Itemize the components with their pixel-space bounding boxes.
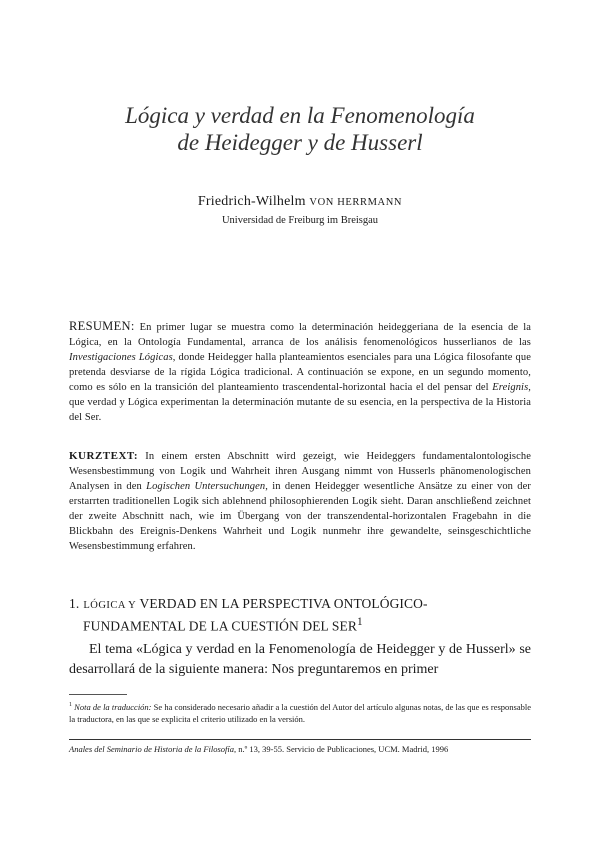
- section-heading-line-2: [69, 614, 539, 635]
- resumen-label: RESUMEN:: [69, 319, 135, 333]
- title-line-1: Lógica y verdad en la Fenomenología: [125, 103, 475, 128]
- footnote-marker: 1: [69, 702, 72, 708]
- resumen-text-3: , que verdad y Lógica experimentan la determinación mutante de su esencia, en la perspectiva de la Historia del Ser.: [69, 382, 531, 423]
- section-heading-line-2-text: FUNDAMENTAL DE LA CUESTIÓN DEL SER: [83, 618, 357, 634]
- body-paragraph: [69, 640, 531, 680]
- kurztext-text-1: In einem ersten Abschnitt wird gezeigt, wie Heideggers fundamentalontologische Wesensbestimmung von Logik und Wahrheit ihren Ausgang nimmt von Husserls phänomenologischen Analysen in den: [69, 451, 531, 492]
- author-name: [60, 194, 540, 210]
- resumen-italic-1: Investigaciones Lógicas: [69, 352, 173, 363]
- article-title: [60, 102, 540, 156]
- kurztext-italic-1: Logischen Untersuchungen: [146, 481, 266, 492]
- footnote: [69, 699, 531, 725]
- kurztext-abstract: [69, 449, 531, 554]
- footnote-text: Se ha considerado necesario añadir a la cuestión del Autor del artículo algunas notas, de las que es responsable la traductora, en las que se explicita el criterio utilizado en la versión.: [69, 701, 531, 724]
- resumen-text-1: En primer lugar se muestra como la determinación heideggeriana de la esencia de la Lógica, en la Ontología Fundamental, arranca de los análisis fenomenológicos husserlianos de las: [69, 322, 531, 348]
- section-heading-smallcaps: LÓGICA Y: [83, 600, 137, 611]
- journal-name: Anales del Seminario de Historia de la Filosofía: [69, 744, 235, 754]
- footnote-label: Nota de la traducción:: [74, 701, 152, 712]
- resumen-abstract: [69, 319, 531, 425]
- journal-divider: [69, 739, 531, 740]
- author-affiliation: Universidad de Freiburg im Breisgau: [221, 215, 379, 226]
- resumen-italic-2: Ereignis: [492, 382, 529, 393]
- footnote-divider: [69, 694, 127, 695]
- author-given-name: Friedrich-Wilhelm: [197, 194, 306, 209]
- section-heading-line-1: [69, 595, 539, 614]
- section-number: 1.: [69, 596, 80, 611]
- journal-reference: [69, 744, 531, 754]
- kurztext-text-2: , in denen Heidegger wesentliche Ansätze zu einer von der erstarrten traditionellen Logik sich ablehnend philosophierenden Logik sieht. Daran anschließend zeichnet der zweite Abschnitt nach, wie im Übergang von der transzendental-horizontalen Fragebahn in die Blickbahn des Ereignis-Denkens Wahrheit und Logik nunmehr ihre gewandelte, seinsgeschichtliche Wesensbestimmung erfahren.: [69, 481, 532, 552]
- section-heading: [69, 595, 539, 635]
- kurztext-label: KURZTEXT:: [69, 450, 139, 462]
- section-heading-rest: VERDAD EN LA PERSPECTIVA ONTOLÓGICO-: [136, 596, 428, 611]
- journal-details: , n.º 13, 39-55. Servicio de Publicaciones, UCM. Madrid, 1996: [234, 744, 449, 754]
- author-family-name: VON HERRMANN: [309, 197, 403, 208]
- footnote-reference[interactable]: 1: [356, 616, 363, 628]
- resumen-text-2: , donde Heidegger halla planteamientos esenciales para una Lógica filosofante que pretenda desviarse de la rígida Lógica tradicional. A continuación se expone, en un segundo momento, como es sólo en la transición del planteamiento trascendental-horizontal hacia el del pensar del: [69, 352, 531, 393]
- body-paragraph-text: El tema «Lógica y verdad en la Fenomenología de Heidegger y de Husserl» se desarrollará de la siguiente manera: Nos preguntaremos en primer: [69, 642, 531, 677]
- title-line-2: de Heidegger y de Husserl: [177, 130, 423, 155]
